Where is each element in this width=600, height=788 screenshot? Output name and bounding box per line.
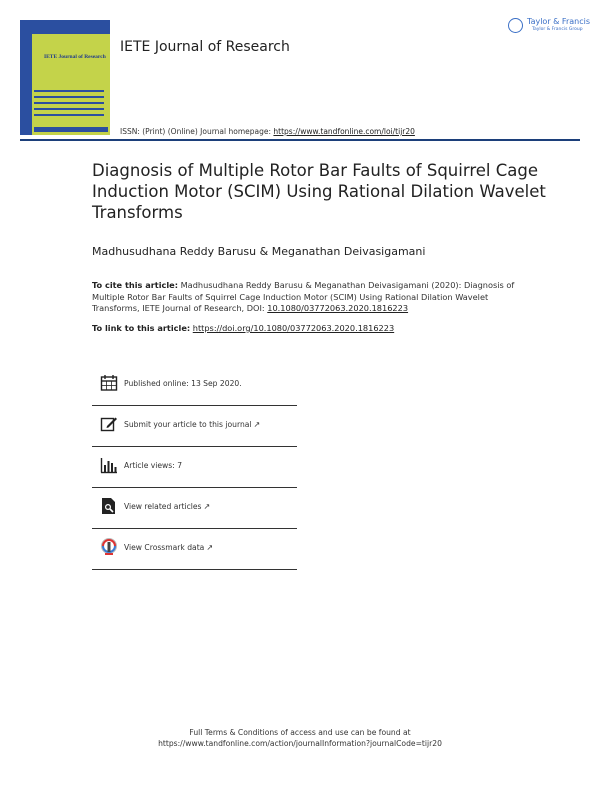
citation-block [92,280,532,315]
crossmark-icon [100,538,118,556]
link-label: To link to this article: [92,323,191,333]
logo-subtitle: Taylor & Francis Group [532,27,583,32]
logo-circle-icon [508,18,523,33]
related-articles-text: View related articles [124,502,202,511]
bar-chart-icon [100,456,118,474]
journal-title: IETE Journal of Research [120,39,290,55]
external-link-icon: ↗ [203,502,211,511]
footer [0,727,600,749]
related-articles-link[interactable] [124,502,210,511]
cite-label: To cite this article: [92,280,178,290]
article-title: Diagnosis of Multiple Rotor Bar Faults of Squirrel Cage Induction Motor (SCIM) Using Rational Dilation Wavelet Transforms [92,161,546,222]
crossmark-text: View Crossmark data [124,543,205,552]
calendar-icon [100,374,118,392]
external-link-icon: ↗ [253,420,261,429]
article-doi-link[interactable]: https://doi.org/10.1080/03772063.2020.1816223 [192,323,395,333]
article-authors: Madhusudhana Reddy Barusu & Meganathan Deivasigamani [92,245,426,258]
cite-doi-link[interactable]: 10.1080/03772063.2020.1816223 [267,303,409,313]
article-views-text: Article views: 7 [124,461,183,470]
submit-edit-icon [100,415,118,433]
article-link-line [92,323,394,333]
article-views-row [92,446,297,488]
header-divider [20,139,580,141]
crossmark-link[interactable] [124,543,213,552]
crossmark-row[interactable] [92,528,297,570]
journal-cover-image [20,20,110,135]
journal-homepage-link[interactable]: https://www.tandfonline.com/loi/tijr20 [273,127,415,136]
footer-terms-text: Full Terms & Conditions of access and use can be found at [189,728,411,737]
issn-line [120,127,415,136]
external-link-icon: ↗ [206,543,214,552]
publisher-logo [508,17,590,37]
submit-article-text: Submit your article to this journal [124,420,252,429]
related-articles-row[interactable] [92,487,297,529]
published-online-text: Published online: 13 Sep 2020. [124,379,242,388]
footer-terms-link[interactable]: https://www.tandfonline.com/action/journalInformation?journalCode=tijr20 [158,739,442,748]
search-document-icon [100,497,118,515]
cover-title: IETE Journal of Research [44,54,106,60]
logo-name: Taylor & Francis [527,17,590,26]
submit-article-link[interactable] [124,420,260,429]
issn-prefix: ISSN: (Print) (Online) Journal homepage: [120,127,272,136]
published-online-row [92,364,297,406]
cite-text: Madhusudhana Reddy Barusu & Meganathan Deivasigamani (2020): Diagnosis of Multiple Rotor Bar Faults of Squirrel Cage Induction Motor (SCIM) Using Rational Dilation Wavelet Transforms, IETE Journal of Research, DOI: [92,280,515,313]
submit-article-row[interactable] [92,405,297,447]
